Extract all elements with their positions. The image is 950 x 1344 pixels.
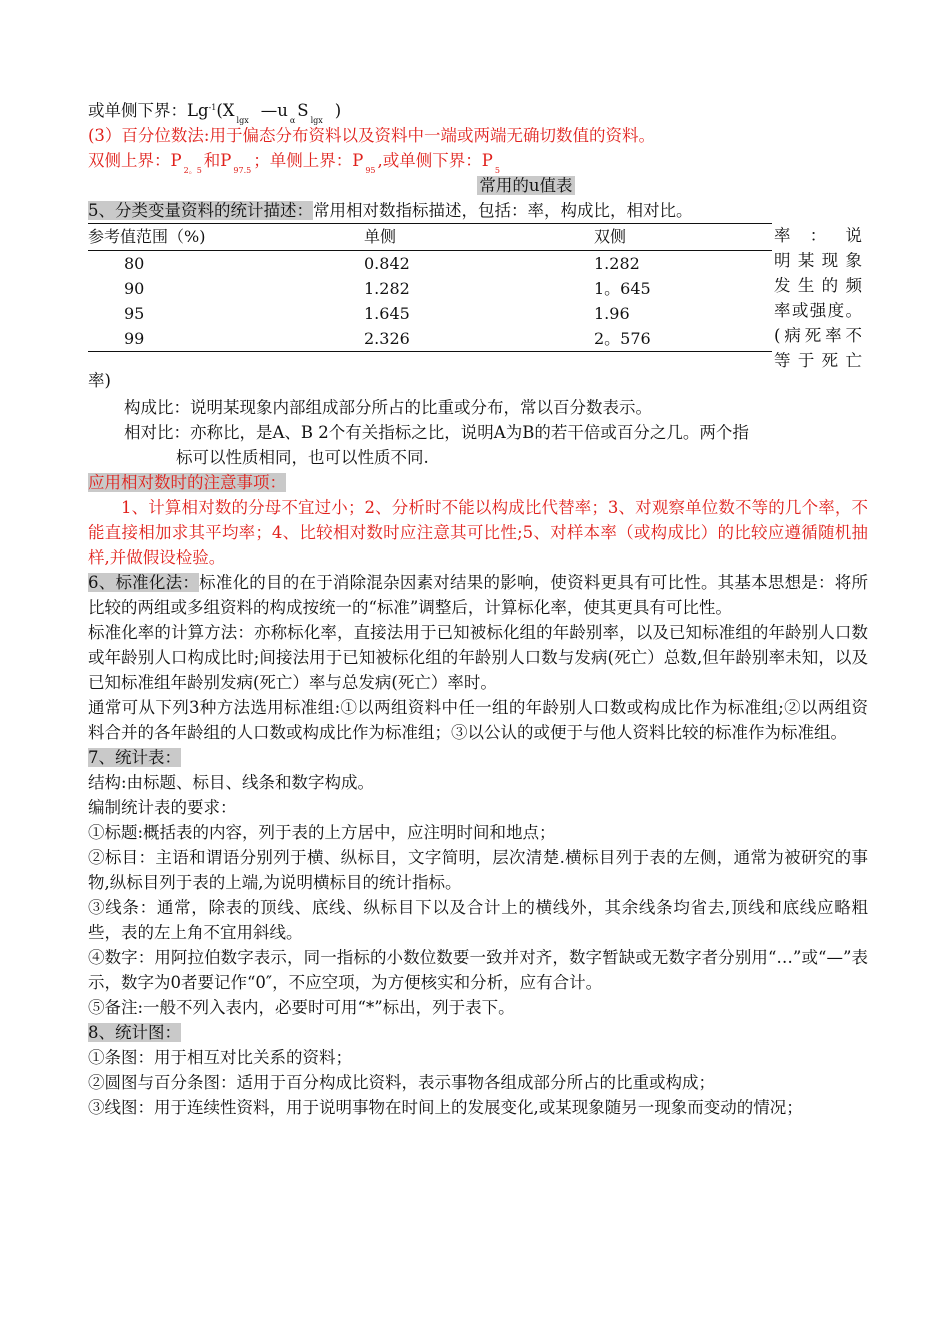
formula-subscript: lgx xyxy=(310,116,323,125)
sidebar-line: 率或强度。 xyxy=(774,301,862,320)
bounds-text: ；单侧上界：P xyxy=(253,151,364,170)
section-8-heading xyxy=(88,1020,868,1045)
table-cell: 80 xyxy=(124,254,145,273)
formula-text: S xyxy=(297,101,309,120)
table-cell: 1.645 xyxy=(364,304,410,323)
bounds-subscript: 95 xyxy=(365,166,376,175)
bar-chart-rule: ①条图：用于相互对比关系的资料； xyxy=(88,1048,352,1067)
section-heading: 7、统计表： xyxy=(88,748,181,767)
table-header-cell: 单侧 xyxy=(364,224,594,251)
table-row xyxy=(88,251,772,277)
table-numbers-rule: ④数字：用阿拉伯数字表示，同一指标的小数位数要一致并对齐，数字暂缺或无数字者分别用“…”或“—”表示，数字为0者要记作“0″，不应空项，为方便核实和分析，应有合计。 xyxy=(88,948,868,992)
bounds-subscript: 5 xyxy=(494,166,500,175)
section-heading: 5、分类变量资料的统计描述： xyxy=(88,201,313,220)
document-page xyxy=(88,98,868,1120)
u-value-table xyxy=(88,223,772,352)
table-cell: 1。645 xyxy=(594,279,651,298)
table-cell: 95 xyxy=(124,304,145,323)
formula-text: (X xyxy=(216,101,235,120)
notice-heading-text: 应用相对数时的注意事项： xyxy=(88,473,286,492)
table-cell: 1.96 xyxy=(594,304,630,323)
table-cell: 99 xyxy=(88,326,364,352)
standardization-method: 标准化率的计算方法：亦称标化率，直接法用于已知被标化组的年龄别率，以及已知标准组的年龄别人口数或年龄别人口构成比时;间接法用于已知被标化组的年龄别人口数与发病(死亡）总数,但年龄别率未知，以及已知标准组年龄别发病(死亡）率与总发病(死亡）率时。 xyxy=(88,623,868,692)
u-value-table-area xyxy=(88,223,868,370)
table-cell: 1.282 xyxy=(364,279,410,298)
table-notes-rule: ⑤备注:一般不列入表内，必要时可用“*”标出，列于表下。 xyxy=(88,998,515,1017)
sidebar-line: 明某现象 xyxy=(774,251,862,270)
section-text: 常用相对数指标描述，包括：率，构成比，相对比。 xyxy=(313,201,693,220)
section-text: 标准化的目的在于消除混杂因素对结果的影响，使资料更具有可比性。其基本思想是：将所比较的两组或多组资料的构成按统一的“标准”调整后，计算标化率，使其更具有可比性。 xyxy=(88,573,869,617)
formula-subscript: lgx xyxy=(236,116,249,125)
sidebar-line: 率：说 xyxy=(774,226,862,245)
sidebar-line: (病死率不 xyxy=(774,326,862,345)
bounds-text: ,或单侧下界：P xyxy=(377,151,493,170)
table-row xyxy=(88,276,772,301)
pie-chart-rule: ②圆图与百分条图：适用于百分构成比资料，表示事物各组成部分所占的比重或构成； xyxy=(88,1073,715,1092)
formula-text: ) xyxy=(334,101,342,120)
table-requirements: 编制统计表的要求： xyxy=(88,798,237,817)
table-cell: 90 xyxy=(124,279,145,298)
table-cell: 2。576 xyxy=(594,326,772,352)
table-structure: 结构:由标题、标目、线条和数字构成。 xyxy=(88,773,375,792)
sidebar-line: 等于死亡 xyxy=(774,351,862,370)
percentile-method-line: (3）百分位数法:用于偏态分布资料以及资料中一端或两端无确切数值的资料。 xyxy=(88,126,655,145)
formula-text: —u xyxy=(260,101,288,120)
table-row xyxy=(88,301,772,326)
table-cell: 2.326 xyxy=(364,326,594,352)
composition-ratio-def: 构成比：说明某现象内部组成部分所占的比重或分布，常以百分数表示。 xyxy=(124,398,652,417)
bounds-subscript: 97.5 xyxy=(233,166,252,175)
formula-subscript: α xyxy=(289,116,296,125)
rate-tail: 率) xyxy=(88,371,111,390)
bounds-text: 和P xyxy=(203,151,232,170)
table-row xyxy=(88,326,772,352)
notice-heading xyxy=(88,470,868,495)
table-caption-text: 常用的u值表 xyxy=(479,176,573,195)
section-6 xyxy=(88,570,868,620)
table-cell: 0.842 xyxy=(364,254,410,273)
standard-group-selection: 通常可从下列3种方法选用标准组:①以两组资料中任一组的年龄别人口数或构成比作为标准组;②以两组资料合并的各年龄组的人口数或构成比作为标准组；③以公认的或便于与他人资料比较的标准作为标准组。 xyxy=(88,698,868,742)
formula-superscript: -1 xyxy=(208,103,217,112)
rate-definition-sidebar xyxy=(774,223,862,373)
table-header-row xyxy=(88,224,772,251)
table-header-cell: 双侧 xyxy=(594,224,772,251)
section-7-heading xyxy=(88,745,868,770)
table-caption xyxy=(306,173,746,198)
notice-text: 1、计算相对数的分母不宜过小；2、分析时不能以构成比代替率；3、对观察单位数不等的几个率，不能直接相加求其平均率；4、比较相对数时应注意其可比性;5、对样本率（或构成比）的比较应遵循随机抽样,并做假设检验。 xyxy=(88,498,868,567)
section-heading: 6、标准化法： xyxy=(88,573,200,592)
table-cell: 1.282 xyxy=(594,254,640,273)
formula-text: 或单侧下界：Lg xyxy=(88,101,209,120)
table-title-rule: ①标题:概括表的内容，列于表的上方居中，应注明时间和地点； xyxy=(88,823,556,842)
bounds-text: 双侧上界：P xyxy=(88,151,182,170)
table-lines-rule: ③线条：通常，除表的顶线、底线、纵标目下以及合计上的横线外，其余线条均省去,顶线和底线应略粗些，表的左上角不宜用斜线。 xyxy=(88,898,868,942)
table-heading-rule: ②标目：主语和谓语分别列于横、纵标目，文字简明，层次清楚.横标目列于表的左侧，通常为被研究的事物,纵标目列于表的上端,为说明横标目的统计指标。 xyxy=(88,848,868,892)
section-5-heading xyxy=(88,198,868,223)
table-header-cell: 参考值范围（%) xyxy=(88,224,364,251)
line-chart-rule: ③线图：用于连续性资料，用于说明事物在时间上的发展变化,或某现象随另一现象而变动的情况； xyxy=(88,1098,803,1117)
percentile-bounds-line xyxy=(88,148,868,173)
lower-bound-formula xyxy=(88,98,868,123)
section-heading: 8、统计图： xyxy=(88,1023,181,1042)
bounds-subscript: 2。5 xyxy=(183,166,202,175)
sidebar-line: 发生的频 xyxy=(774,276,862,295)
relative-ratio-def-1: 相对比：亦称比，是A、B 2个有关指标之比，说明A为B的若干倍或百分之几。两个指 xyxy=(124,423,749,442)
relative-ratio-def-2: 标可以性质相同，也可以性质不同. xyxy=(176,448,429,467)
